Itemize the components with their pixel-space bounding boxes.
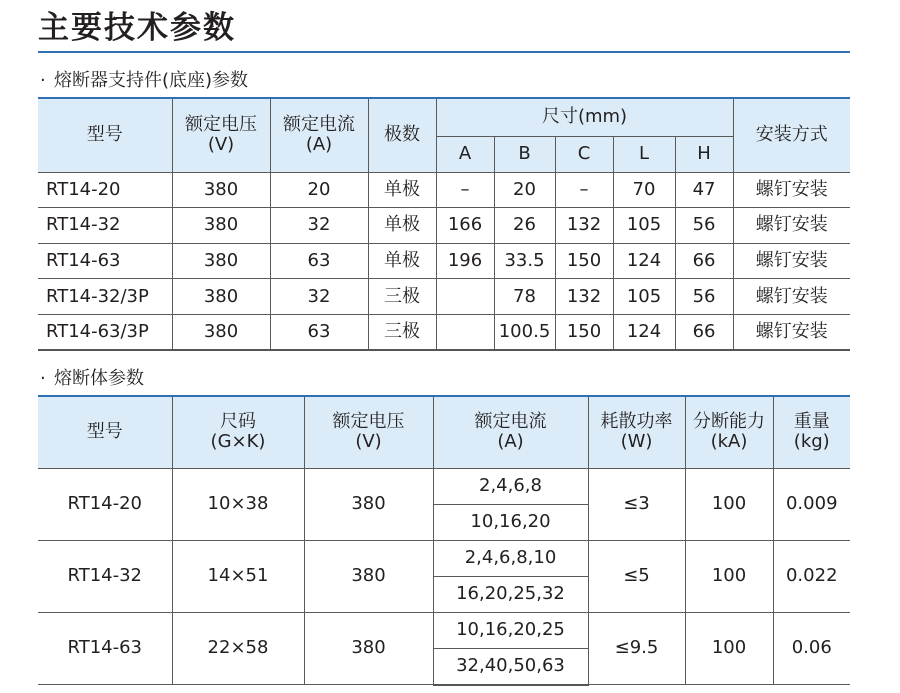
cell-size-l: 105 [613, 208, 675, 244]
section-heading-fuse [40, 368, 144, 390]
cell-rated-voltage: 380 [172, 243, 270, 279]
cell-size-a: 196 [436, 243, 494, 279]
cell-weight: 0.009 [773, 468, 850, 540]
cell-model: RT14-32/3P [38, 279, 172, 315]
cell-rated-voltage: 380 [304, 468, 433, 540]
cell-size-h: 66 [675, 243, 733, 279]
cell-poles: 单极 [368, 243, 436, 279]
cell-rated-voltage: 380 [172, 172, 270, 208]
bullet-icon: · [40, 368, 46, 389]
cell-poles: 三极 [368, 279, 436, 315]
cell-rated-current: 63 [270, 243, 368, 279]
cell-model: RT14-20 [38, 172, 172, 208]
cell-size-code: 22×58 [172, 612, 304, 685]
cell-mounting: 螺钉安装 [733, 208, 850, 244]
header-size-a: A [436, 136, 494, 172]
cell-size-h: 66 [675, 314, 733, 350]
cell-rated-voltage: 380 [304, 540, 433, 612]
header-size-code: 尺码 (G×K) [172, 396, 304, 468]
cell-model: RT14-32 [38, 208, 172, 244]
cell-rated-voltage: 380 [172, 279, 270, 315]
cell-poles: 单极 [368, 172, 436, 208]
table-row [38, 172, 850, 208]
header-rated-current: 额定电流 (A) [270, 98, 368, 172]
cell-mounting: 螺钉安装 [733, 279, 850, 315]
cell-power-dissipation: ≤9.5 [588, 612, 685, 685]
cell-size-l: 124 [613, 243, 675, 279]
header-size-b: B [494, 136, 555, 172]
cell-rated-voltage: 380 [304, 612, 433, 685]
cell-model: RT14-32 [38, 540, 172, 612]
cell-rated-current: 32 [270, 279, 368, 315]
cell-rated-current: 63 [270, 314, 368, 350]
header-size-c: C [555, 136, 613, 172]
cell-size-c: 150 [555, 243, 613, 279]
cell-rated-current: 32 [270, 208, 368, 244]
cell-size-a: – [436, 172, 494, 208]
cell-poles: 单极 [368, 208, 436, 244]
cell-mounting: 螺钉安装 [733, 172, 850, 208]
cell-size-b: 78 [494, 279, 555, 315]
header-size: 尺寸(mm) [436, 98, 733, 136]
cell-mounting: 螺钉安装 [733, 314, 850, 350]
table-row [38, 314, 850, 350]
table-row [38, 279, 850, 315]
table-row [38, 612, 850, 648]
header-weight: 重量 (kg) [773, 396, 850, 468]
cell-size-a [436, 314, 494, 350]
table-row [38, 540, 850, 576]
header-rated-voltage: 额定电压 (V) [172, 98, 270, 172]
cell-rated-current: 32,40,50,63 [433, 648, 588, 685]
cell-size-a [436, 279, 494, 315]
header-power-dissipation: 耗散功率 (W) [588, 396, 685, 468]
cell-model: RT14-63 [38, 243, 172, 279]
cell-size-b: 100.5 [494, 314, 555, 350]
header-breaking-capacity: 分断能力 (kA) [685, 396, 773, 468]
title-rule [38, 51, 850, 53]
cell-size-l: 105 [613, 279, 675, 315]
cell-weight: 0.022 [773, 540, 850, 612]
header-size-l: L [613, 136, 675, 172]
cell-size-h: 47 [675, 172, 733, 208]
header-mounting: 安装方式 [733, 98, 850, 172]
cell-size-c: 132 [555, 208, 613, 244]
cell-size-code: 10×38 [172, 468, 304, 540]
cell-rated-current: 10,16,20,25 [433, 612, 588, 648]
cell-model: RT14-20 [38, 468, 172, 540]
header-size-h: H [675, 136, 733, 172]
bullet-icon: · [40, 70, 46, 91]
cell-power-dissipation: ≤5 [588, 540, 685, 612]
cell-model: RT14-63/3P [38, 314, 172, 350]
cell-rated-voltage: 380 [172, 314, 270, 350]
cell-rated-current: 2,4,6,8 [433, 468, 588, 504]
table-row [38, 243, 850, 279]
cell-breaking-capacity: 100 [685, 612, 773, 685]
cell-size-b: 33.5 [494, 243, 555, 279]
cell-breaking-capacity: 100 [685, 468, 773, 540]
header-rated-voltage: 额定电压 (V) [304, 396, 433, 468]
table-row [38, 208, 850, 244]
cell-size-l: 70 [613, 172, 675, 208]
page-title: 主要技术参数 [38, 10, 236, 46]
cell-model: RT14-63 [38, 612, 172, 685]
cell-size-c: – [555, 172, 613, 208]
header-poles: 极数 [368, 98, 436, 172]
cell-size-l: 124 [613, 314, 675, 350]
section-heading-base [40, 70, 248, 92]
cell-mounting: 螺钉安装 [733, 243, 850, 279]
cell-size-c: 150 [555, 314, 613, 350]
cell-size-b: 26 [494, 208, 555, 244]
cell-poles: 三极 [368, 314, 436, 350]
cell-size-a: 166 [436, 208, 494, 244]
cell-rated-current: 16,20,25,32 [433, 576, 588, 612]
cell-rated-current: 10,16,20 [433, 504, 588, 540]
base-parameters-table [38, 97, 850, 351]
cell-rated-voltage: 380 [172, 208, 270, 244]
cell-power-dissipation: ≤3 [588, 468, 685, 540]
header-rated-current: 额定电流 (A) [433, 396, 588, 468]
section-heading-fuse-label: 熔断体参数 [54, 368, 144, 389]
cell-breaking-capacity: 100 [685, 540, 773, 612]
cell-size-h: 56 [675, 208, 733, 244]
cell-size-h: 56 [675, 279, 733, 315]
cell-size-code: 14×51 [172, 540, 304, 612]
cell-size-b: 20 [494, 172, 555, 208]
header-model: 型号 [38, 396, 172, 468]
fuse-parameters-table [38, 395, 850, 686]
cell-rated-current: 2,4,6,8,10 [433, 540, 588, 576]
cell-weight: 0.06 [773, 612, 850, 685]
cell-rated-current: 20 [270, 172, 368, 208]
cell-size-c: 132 [555, 279, 613, 315]
table-row [38, 468, 850, 504]
section-heading-base-label: 熔断器支持件(底座)参数 [54, 70, 249, 91]
header-model: 型号 [38, 98, 172, 172]
